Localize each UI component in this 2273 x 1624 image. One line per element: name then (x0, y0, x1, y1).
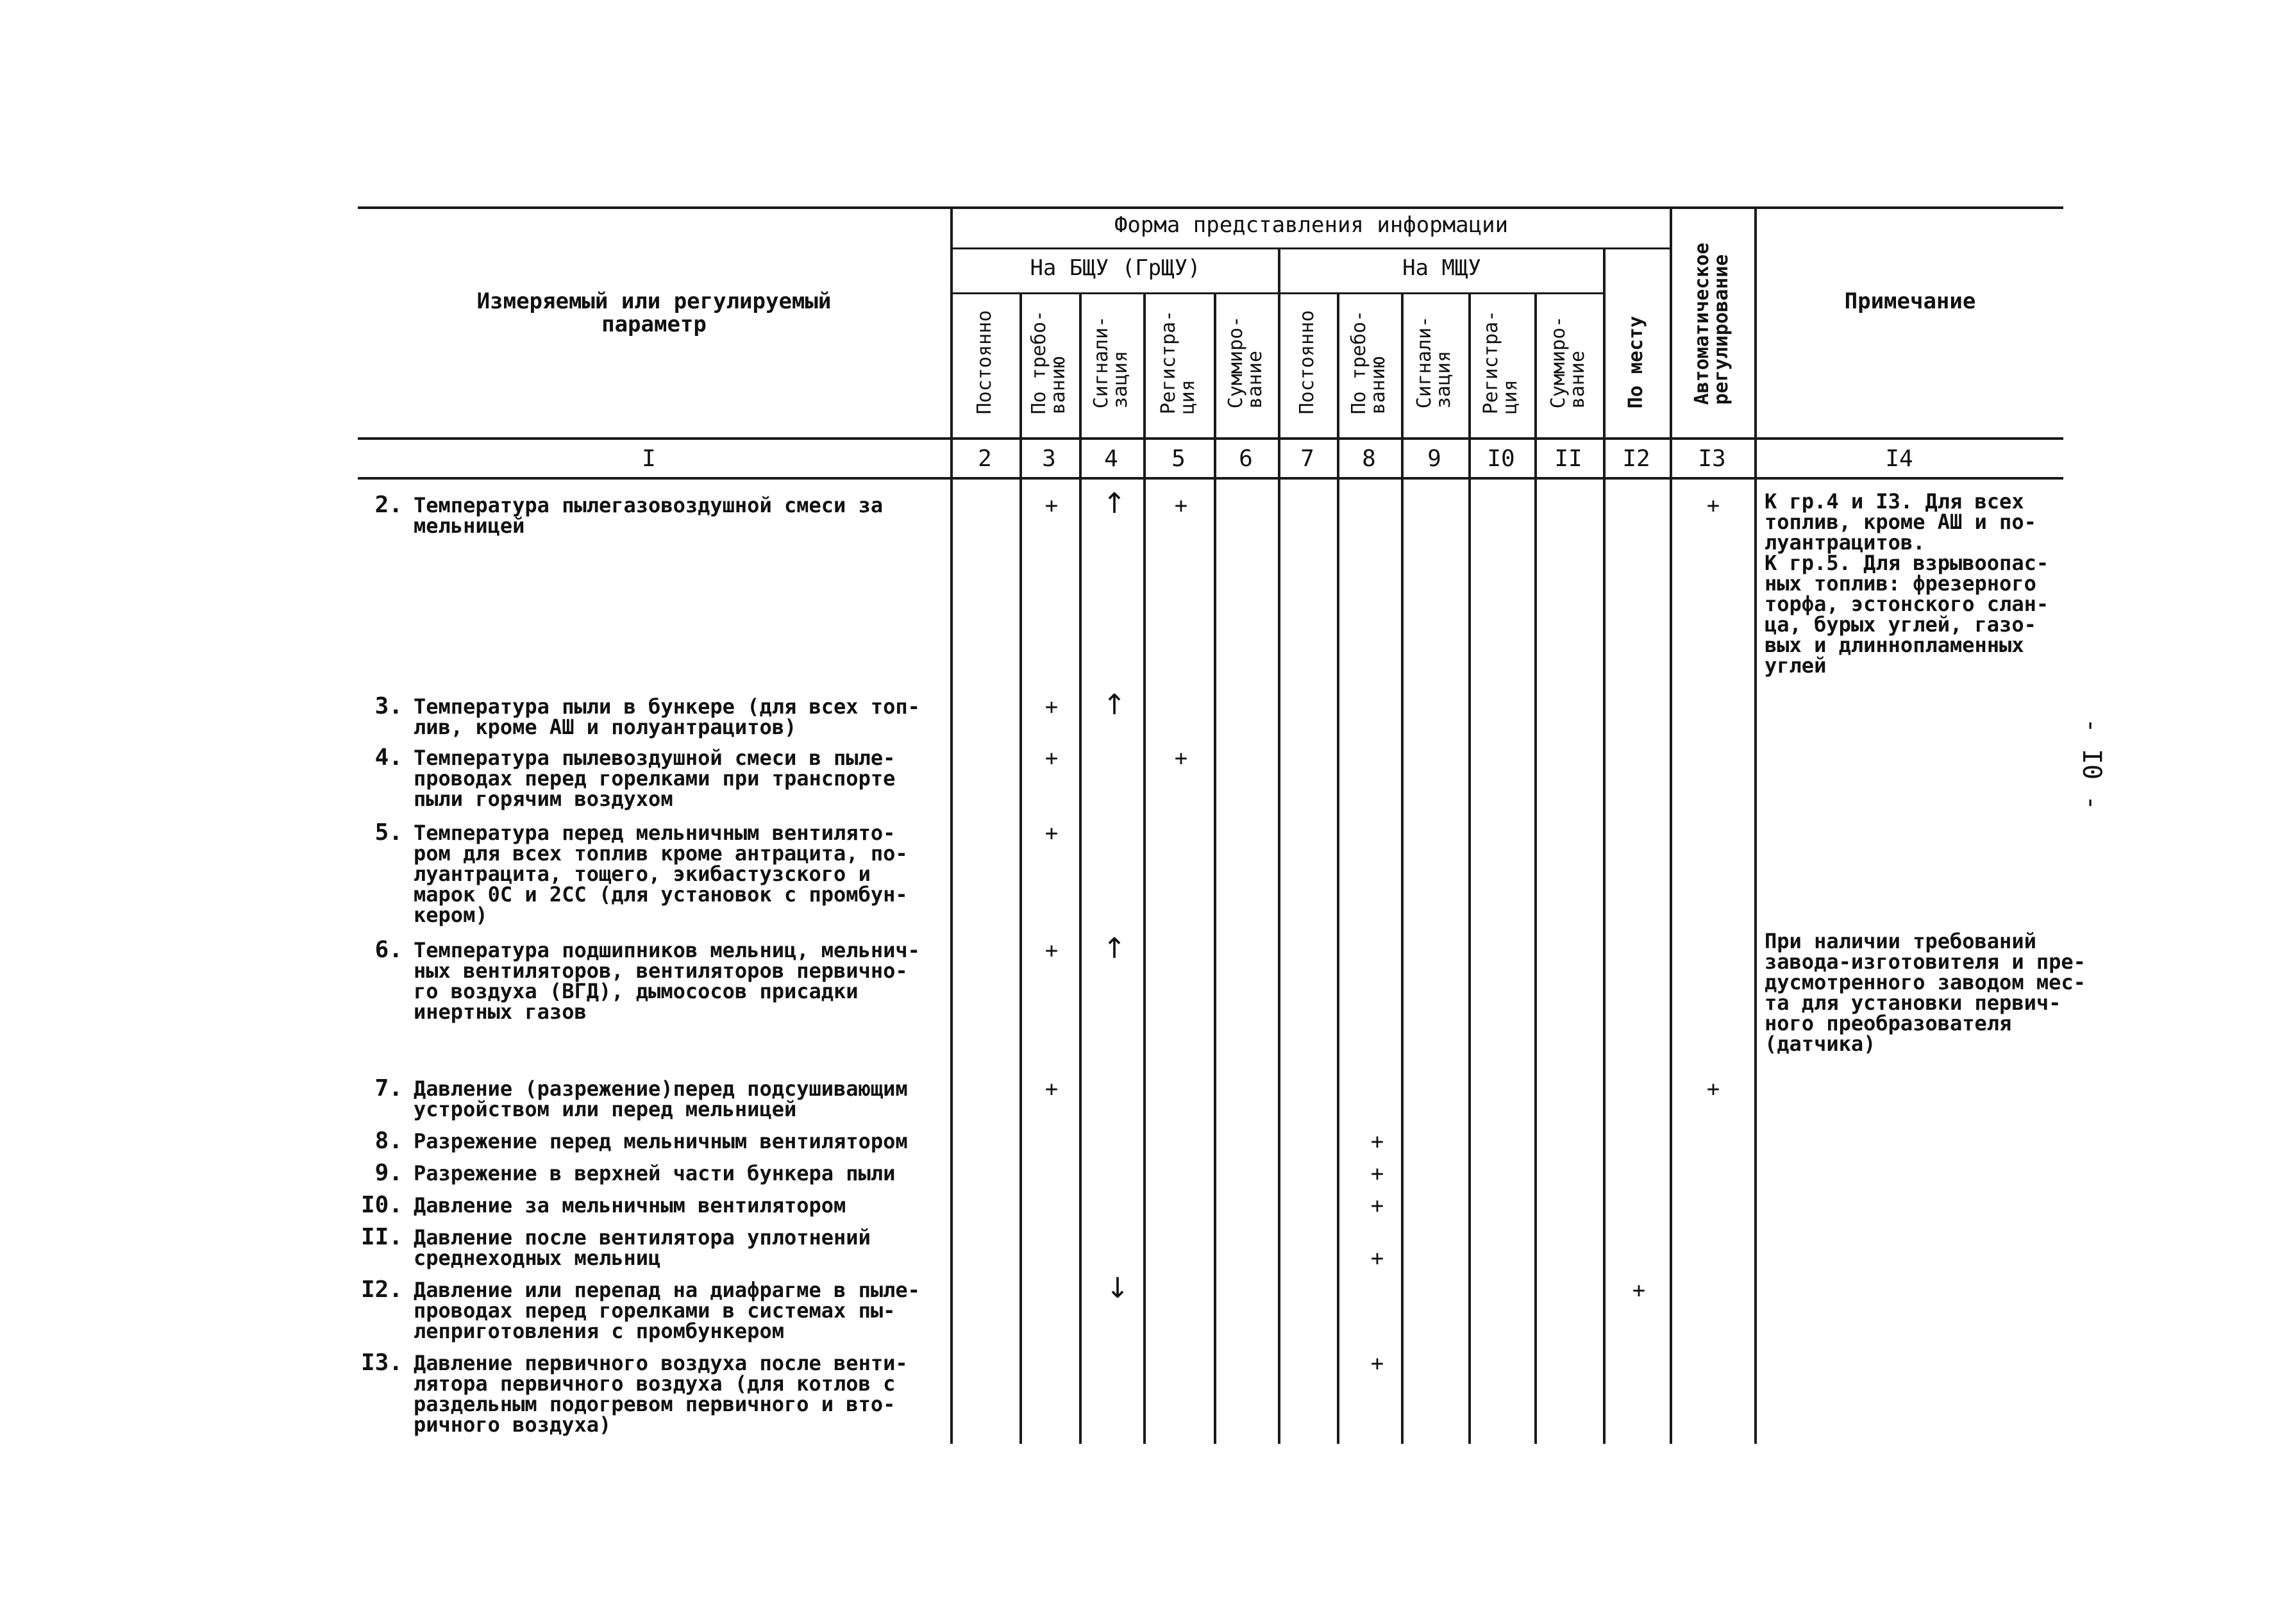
colnum-14: I4 (1885, 446, 1913, 472)
vline-13 (1754, 206, 1757, 1444)
row-parameter: Температура пылегазовоздушной смеси за мельницей (414, 493, 884, 538)
page-number: - I0 - (2077, 717, 2106, 811)
row-parameter: Давление первичного воздуха после венти- лятора первичного воздуха (для котлов с раздельным подогревом первичного и вто- ричного воздуха) (414, 1351, 908, 1437)
vline-3 (1079, 292, 1082, 1444)
vline-12 (1670, 206, 1672, 1444)
mark-c3: + (1044, 938, 1059, 964)
mark-c3: + (1044, 821, 1059, 846)
vline-4 (1143, 292, 1146, 1444)
row-number: 3. (374, 693, 403, 719)
note-column-title: Примечание (1844, 289, 1976, 314)
vline-5 (1214, 292, 1216, 1444)
top-border (358, 206, 2063, 209)
colnum-1: I (642, 446, 656, 472)
mark-c5: + (1174, 746, 1188, 771)
mark-c8: + (1370, 1351, 1384, 1377)
vline-7 (1337, 292, 1339, 1444)
mark-c8: + (1370, 1161, 1384, 1187)
header-registration-mshu: Регистра- ция (1480, 310, 1522, 415)
vline-2 (1019, 292, 1022, 1444)
vline-6 (1278, 247, 1280, 1444)
row-parameter: Давление или перепад на диафрагме в пыле- проводах перед горелками в системах пы- леприготовления с промбункером (414, 1278, 920, 1343)
vline-10 (1534, 292, 1537, 1444)
row-number: 4. (374, 744, 403, 771)
arrow-up-icon: ↑ (1102, 689, 1127, 721)
row-number: 2. (374, 492, 403, 518)
arrow-up-icon: ↑ (1102, 487, 1127, 520)
row-parameter: Температура пыли в бункере (для всех топ- лив, кроме АШ и полуантрацитов) (414, 694, 920, 739)
row-number: 7. (374, 1075, 403, 1101)
mark-c12: + (1632, 1278, 1646, 1303)
colnum-7: 7 (1300, 446, 1314, 472)
row-parameter: Давление (разрежение)перед подсушивающим устройством или перед мельницей (414, 1076, 908, 1121)
vline-1 (950, 206, 953, 1444)
colnum-bottom-line (358, 477, 2063, 480)
row-number: I0. (360, 1192, 403, 1218)
row-parameter: Температура подшипников мельниц, мельнич- ных вентиляторов, вентиляторов первично- го воздуха (ВГД), дымососов присадки инертных газов (414, 938, 920, 1024)
row-number: 8. (374, 1128, 403, 1154)
row-parameter: Разрежение в верхней части бункера пыли (414, 1161, 896, 1185)
header-summation-bshu: Суммиро- вание (1225, 315, 1266, 409)
colnum-3: 3 (1042, 446, 1056, 472)
colnum-10: I0 (1487, 446, 1515, 472)
arrow-up-icon: ↑ (1102, 932, 1127, 965)
mark-c8: + (1370, 1246, 1384, 1271)
header-on-demand-bshu: По требо- ванию (1028, 310, 1069, 415)
row-number: 5. (374, 819, 403, 846)
mark-c8: + (1370, 1193, 1384, 1219)
row-parameter: Температура пылевоздушной смеси в пыле- проводах перед горелками при транспорте пыли горячим воздухом (414, 746, 896, 811)
vline-9 (1468, 292, 1471, 1444)
colnum-2: 2 (978, 446, 992, 472)
header-bottom-line (358, 437, 2063, 440)
header-auto-regulation: Автоматическое регулирование (1691, 242, 1732, 405)
row-parameter: Давление после вентилятора уплотнений среднеходных мельниц (414, 1225, 871, 1270)
mark-c8: + (1370, 1129, 1384, 1155)
colnum-4: 4 (1104, 446, 1118, 472)
colnum-12: I2 (1622, 446, 1650, 472)
header-registration-bshu: Регистра- ция (1157, 310, 1199, 415)
header-summation-mshu: Суммиро- вание (1547, 315, 1589, 409)
colnum-11: II (1554, 446, 1582, 472)
vline-11 (1603, 247, 1606, 1444)
row-number: 6. (374, 937, 403, 963)
row-parameter: Давление за мельничным вентилятором (414, 1193, 846, 1218)
bshu-group-title: На БЩУ (ГрЩУ) (1030, 255, 1201, 281)
mark-c3: + (1044, 746, 1059, 771)
mark-c5: + (1174, 493, 1188, 519)
row-number: 9. (374, 1160, 403, 1186)
colnum-5: 5 (1171, 446, 1186, 472)
subheader-line (950, 247, 1672, 249)
colnum-8: 8 (1362, 446, 1376, 472)
mark-c13: + (1706, 1076, 1720, 1102)
header-constant-mshu: Постоянно (1296, 310, 1318, 415)
row-parameter: Температура перед мельничным вентилято- ром для всех топлив кроме антрацита, по- луантрацита, тощего, экибастузского и марок 0С и 2СС (для установок с промбун- кером) (414, 821, 908, 927)
vline-8 (1401, 292, 1404, 1444)
row-number: I2. (360, 1277, 403, 1303)
mark-c3: + (1044, 694, 1059, 720)
colnum-9: 9 (1427, 446, 1441, 472)
header-on-demand-mshu: По требо- ванию (1348, 310, 1389, 415)
header-local: По месту (1625, 315, 1647, 409)
header-constant-bshu: Постоянно (973, 310, 996, 415)
note-block-1: К гр.4 и I3. Для всех топлив, кроме АШ и по- луантрацитов. К гр.5. Для взрывоопас- ных топлив: фрезерного торфа, эстонского слан- ца, бурых углей, газо- вых и длиннопламенных углей (1765, 489, 2049, 678)
header-signaling-mshu: Сигнали- зация (1413, 315, 1455, 409)
row-number: I3. (360, 1350, 403, 1376)
colnum-13: I3 (1698, 446, 1726, 472)
row-number: II. (360, 1224, 403, 1250)
mark-c3: + (1044, 493, 1059, 519)
arrow-down-icon: ↓ (1105, 1272, 1130, 1305)
colnum-6: 6 (1239, 446, 1253, 472)
header-signaling-bshu: Сигнали- зация (1090, 315, 1132, 409)
row-parameter: Разрежение перед мельничным вентилятором (414, 1129, 908, 1153)
form-title: Форма представления информации (1114, 212, 1509, 238)
mshu-group-title: На МЩУ (1402, 255, 1481, 281)
mark-c13: + (1706, 493, 1720, 519)
param-column-title: Измеряемый или регулируемый параметр (476, 289, 832, 337)
mark-c3: + (1044, 1076, 1059, 1102)
note-block-2: При наличии требований завода-изготовителя и пре- дусмотренного заводом мес- та для установки первич- ного преобразователя (датчика) (1765, 929, 2086, 1056)
